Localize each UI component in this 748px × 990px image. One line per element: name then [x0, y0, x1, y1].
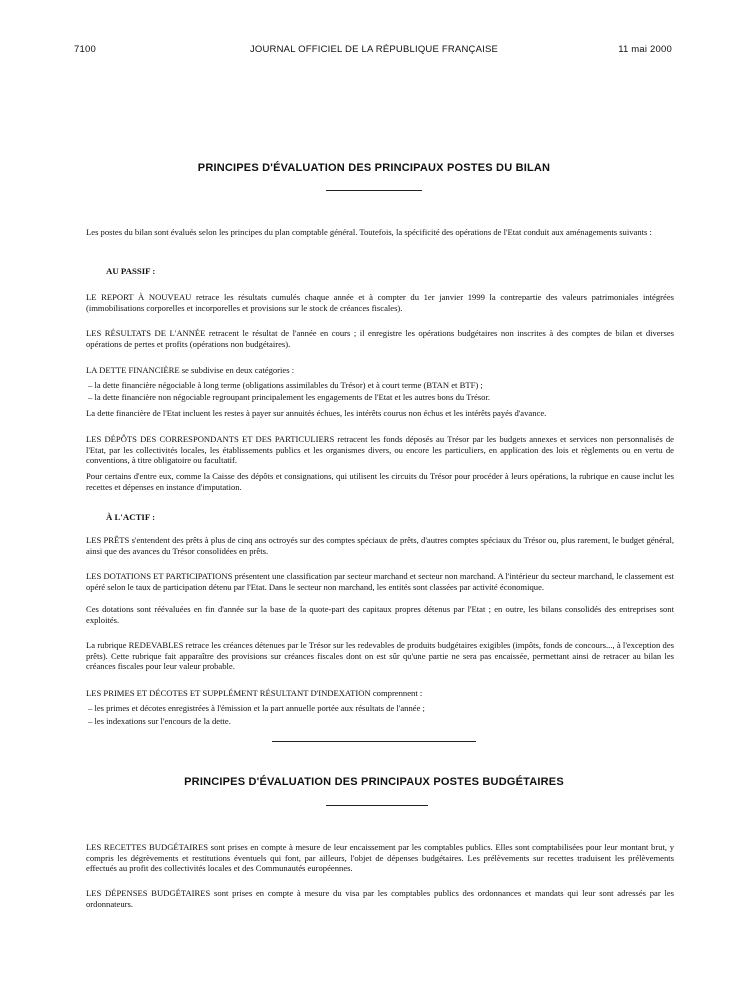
passif-heading: AU PASSIF : [106, 266, 156, 276]
dette-note: La dette financière de l'Etat incluent les restes à payer sur annuités échues, les intérêts courus non échus et les intérêts payés d'avance. [86, 408, 547, 418]
journal-title: JOURNAL OFFICIEL DE LA RÉPUBLIQUE FRANÇAISE [249, 44, 499, 55]
section-title-budget: PRINCIPES D'ÉVALUATION DES PRINCIPAUX POSTES BUDGÉTAIRES [184, 776, 564, 788]
report-paragraph: LE REPORT À NOUVEAU retrace les résultats cumulés chaque année et à compter du 1er janvier 1999 la contrepartie des valeurs patrimoniales intégrées (immobilisations corporelles et incorporelles et provisions sur le stock de créances fiscales). [86, 292, 674, 313]
title-divider [326, 190, 422, 191]
page-number: 7100 [74, 44, 96, 55]
depots-paragraph: LES DÉPÔTS DES CORRESPONDANTS ET DES PARTICULIERS retracent les fonds déposés au Trésor par les budgets annexes et services non personnalisés de l'Etat, par les collectivités locales, les établissements publics et les organismes divers, ou encore les particuliers, en application des lois et règlements ou en vertu de conventions, à titre obligatoire ou facultatif. [86, 434, 674, 465]
resultats-paragraph: LES RÉSULTATS DE L'ANNÉE retracent le résultat de l'année en cours ; il enregistre les opérations budgétaires non inscrites à des comptes de bilan et diverses opérations de pertes et profits (opérations non budgétaires). [86, 328, 674, 349]
primes-item: – les primes et décotes enregistrées à l'émission et la part annuelle portée aux résultats de l'année ; [88, 703, 425, 713]
section-title-bilan: PRINCIPES D'ÉVALUATION DES PRINCIPAUX POSTES DU BILAN [197, 162, 551, 174]
section-divider [272, 741, 476, 742]
primes-intro: LES PRIMES ET DÉCOTES ET SUPPLÉMENT RÉSULTANT D'INDEXATION comprennent : [86, 688, 423, 698]
prets-paragraph: LES PRÊTS s'entendent des prêts à plus de cinq ans octroyés sur des comptes spéciaux de prêts, d'autres comptes spéciaux du Trésor ou, plus rarement, le budget général, ainsi que des avances du Trésor consolidées en prêts. [86, 535, 674, 556]
dotations-paragraph: LES DOTATIONS ET PARTICIPATIONS présentent une classification par secteur marchand et secteur non marchand. A l'intérieur du secteur marchand, le classement est opéré selon le taux de participation détenu par l'Etat. Dans le secteur non marchand, les entités sont classées par activité économique. [86, 571, 674, 592]
actif-heading: À L'ACTIF : [106, 512, 156, 522]
depenses-paragraph: LES DÉPENSES BUDGÉTAIRES sont prises en compte à mesure du visa par les comptables publics des ordonnances et mandats qui leur sont adressés par les ordonnateurs. [86, 888, 674, 909]
title-divider [326, 805, 428, 806]
depots-note: Pour certains d'entre eux, comme la Caisse des dépôts et consignations, qui utilisent les circuits du Trésor pour procéder à leurs opérations, la rubrique en cause inclut les recettes et dépenses en instance d'imputation. [86, 471, 674, 492]
dette-item: – la dette financière négociable à long terme (obligations assimilables du Trésor) et à court terme (BTAN et BTF) ; [88, 380, 483, 390]
dette-item: – la dette financière non négociable regroupant principalement les engagements de l'Etat et les autres bons du Trésor. [88, 392, 490, 402]
dette-intro: LA DETTE FINANCIÈRE se subdivise en deux catégories : [86, 365, 295, 375]
recettes-paragraph: LES RECETTES BUDGÉTAIRES sont prises en compte à mesure de leur encaissement par les comptables publics. Elles sont comptabilisées pour leur montant brut, y compris les dégrèvements et restitutions éventuels qui font, par ailleurs, l'objet de dépenses budgétaires. Les prélèvements sur recettes traduisent les prélèvements effectués au profit des collectivités locales et des Communautés européennes. [86, 842, 674, 873]
intro-paragraph: Les postes du bilan sont évalués selon les principes du plan comptable général. Toutefois, la spécificité des opérations de l'Etat conduit aux aménagements suivants : [86, 227, 652, 237]
primes-item: – les indexations sur l'encours de la dette. [88, 716, 231, 726]
redevables-paragraph: La rubrique REDEVABLES retrace les créances détenues par le Trésor sur les redevables de produits budgétaires exigibles (impôts, fonds de concours..., à l'exception des prêts). Cette rubrique fait apparaître des provisions sur créances fiscales dont on est sûr qu'une partie ne sera pas encaissée, permettant ainsi de retracer au bilan les créances fiscales pour leur valeur probable. [86, 640, 674, 671]
dotations-note: Ces dotations sont réévaluées en fin d'année sur la base de la quote-part des capitaux propres détenus par l'Etat ; en outre, les bilans consolidés des entreprises sont exploités. [86, 604, 674, 625]
issue-date: 11 mai 2000 [618, 44, 672, 55]
